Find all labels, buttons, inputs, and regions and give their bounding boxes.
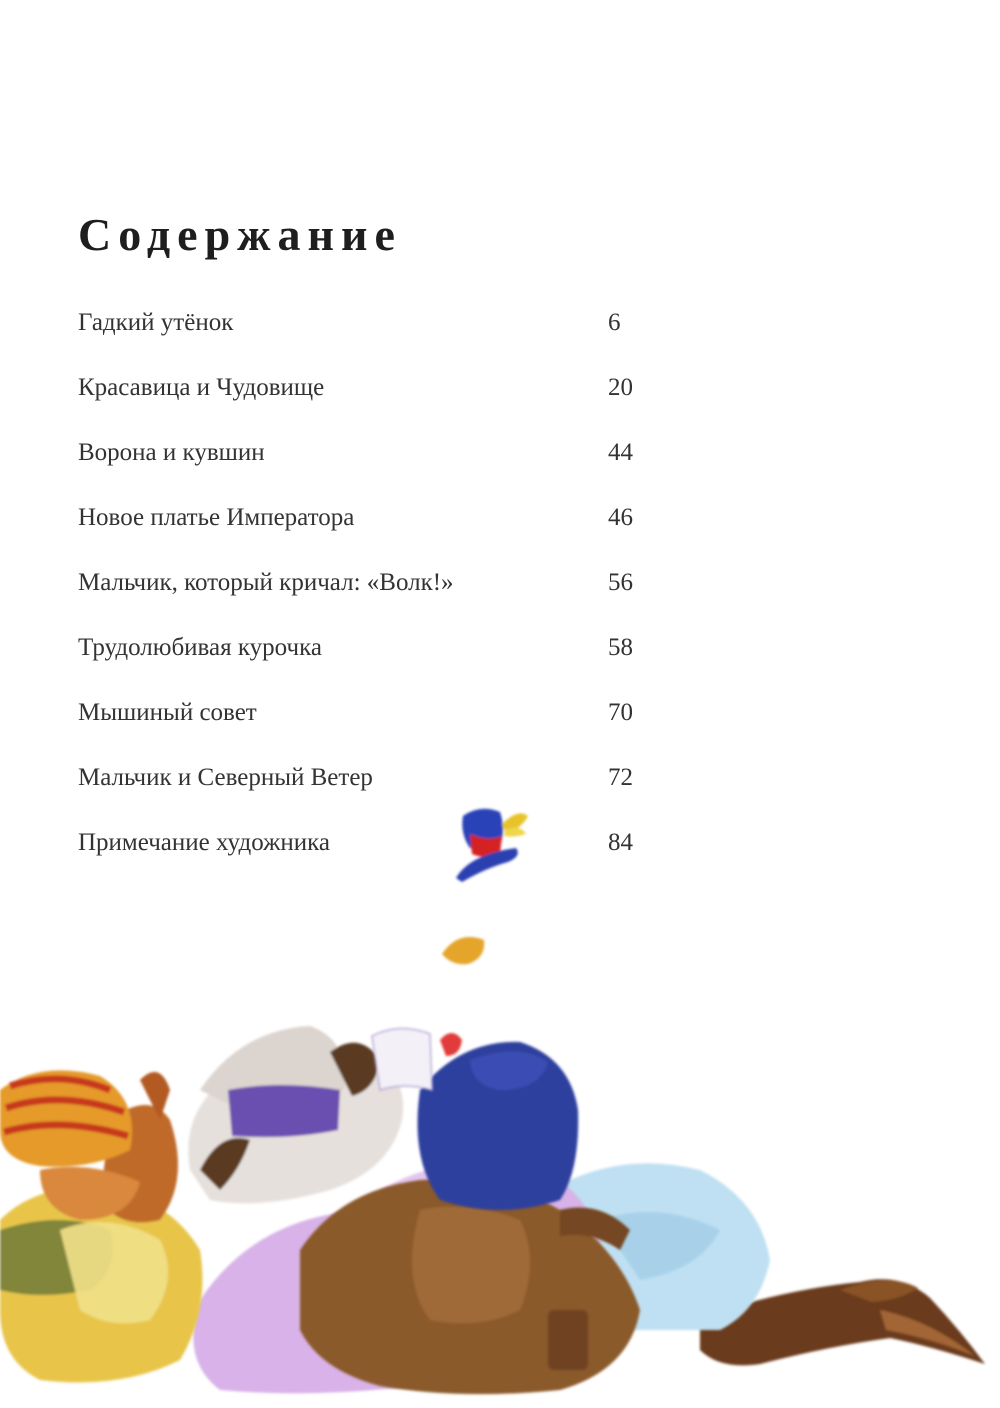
- toc-entry[interactable]: [78, 436, 648, 501]
- toc-entry-page: 84: [608, 829, 633, 856]
- toc-heading: Содержание: [78, 209, 402, 260]
- illustration: [0, 790, 1000, 1408]
- toc-entry-page: 58: [608, 634, 633, 661]
- toc-entry-title: Мальчик, который кричал: «Волк!»: [78, 569, 454, 596]
- toc-entry-title: Мальчик и Северный Ветер: [78, 764, 373, 791]
- toc-entry-page: 70: [608, 699, 633, 726]
- toc-entry[interactable]: [78, 696, 648, 761]
- toc-entry-title: Гадкий утёнок: [78, 309, 234, 336]
- toc-entry-page: 20: [608, 374, 633, 401]
- toc-entry-page: 56: [608, 569, 633, 596]
- toc-entry[interactable]: [78, 631, 648, 696]
- toc-entry-title: Трудолюбивая курочка: [78, 634, 322, 661]
- leaf-icon: [442, 937, 484, 964]
- toc-entry-page: 44: [608, 439, 633, 466]
- top-hat-icon: [456, 809, 528, 882]
- toc-entry[interactable]: [78, 306, 648, 371]
- toc-entry[interactable]: [78, 371, 648, 436]
- toc-entry-title: Новое платье Императора: [78, 504, 355, 531]
- toc-entry-page: 6: [608, 309, 621, 336]
- toc-entry-title: Ворона и кувшин: [78, 439, 265, 466]
- toc-entry-page: 72: [608, 764, 633, 791]
- toc-entry[interactable]: [78, 501, 648, 566]
- toc-entry-title: Красавица и Чудовище: [78, 374, 325, 401]
- toc-entry-title: Примечание художника: [78, 829, 330, 856]
- toc-entry-page: 46: [608, 504, 633, 531]
- wide-hat-icon: [188, 1026, 403, 1203]
- toc-entry-title: Мышиный совет: [78, 699, 257, 726]
- book-icon: [372, 1028, 432, 1090]
- striped-hat-figure: [0, 1070, 203, 1382]
- toc-entry[interactable]: [78, 566, 648, 631]
